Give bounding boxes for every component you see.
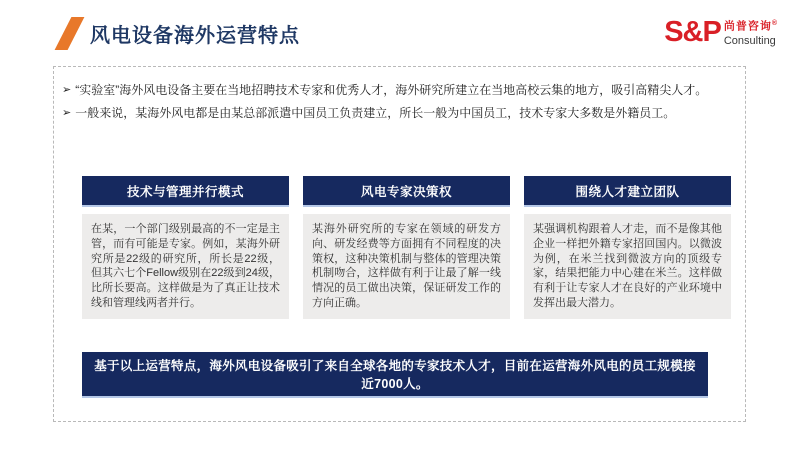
feature-cards (82, 176, 731, 319)
card-body: 某强调机构跟着人才走，而不是像其他企业一样把外籍专家招回国内。以微波为例，在米兰找到微波方向的顶级专家，结果把能力中心建在米兰。这样做有利于让专家人才在良好的产业环境中发挥出最大潜力。 (524, 214, 731, 319)
card-expert-decision (303, 176, 510, 319)
bullet-item (62, 79, 738, 102)
card-title: 围绕人才建立团队 (524, 176, 731, 207)
logo-chinese-name: 尚普咨询® (723, 20, 778, 33)
bullet-text: 一般来说，某海外风电都是由某总部派遣中国员工负责建立，所长一般为中国员工，技术专家大多数是外籍员工。 (75, 106, 676, 120)
card-title: 技术与管理并行模式 (82, 176, 289, 207)
slide-header (55, 17, 300, 50)
card-body: 在某，一个部门级别最高的不一定是主管，而有可能是专家。例如，某海外研究所是22级的研究所，所长是22级，但其六七个Fellow级别在22级到24级，比所长要高。这样做是为了真正让技术线和管理线两者并行。 (82, 214, 289, 319)
card-body: 某海外研究所的专家在领域的研发方向、研发经费等方面拥有不同程度的决策权，这种决策机制与整体的管理决策机制吻合，这样做有利于让最了解一线情况的员工做出决策，保证研发工作的方向正确。 (303, 214, 510, 319)
logo-text-block (724, 18, 778, 47)
card-talent-team (524, 176, 731, 319)
card-title: 风电专家决策权 (303, 176, 510, 207)
bullet-text: “实验室”海外风电设备主要在当地招聘技术专家和优秀人才，海外研究所建立在当地高校云集的地方，吸引高精尖人才。 (75, 83, 708, 97)
logo-consulting-text: Consulting (723, 34, 776, 47)
summary-banner: 基于以上运营特点，海外风电设备吸引了来自全球各地的专家技术人才，目前在运营海外风电的员工规模接近7000人。 (82, 352, 708, 398)
logo-sp-text: S&P (664, 16, 721, 48)
company-logo (664, 18, 778, 47)
arrow-bullet-icon: ➢ (62, 84, 72, 96)
page-title: 风电设备海外运营特点 (90, 25, 300, 47)
registered-mark: ® (771, 20, 778, 27)
card-parallel-model (82, 176, 289, 319)
slash-icon (55, 17, 85, 50)
arrow-bullet-icon: ➢ (62, 107, 72, 119)
bullet-item (62, 102, 738, 125)
intro-bullets (62, 79, 738, 125)
